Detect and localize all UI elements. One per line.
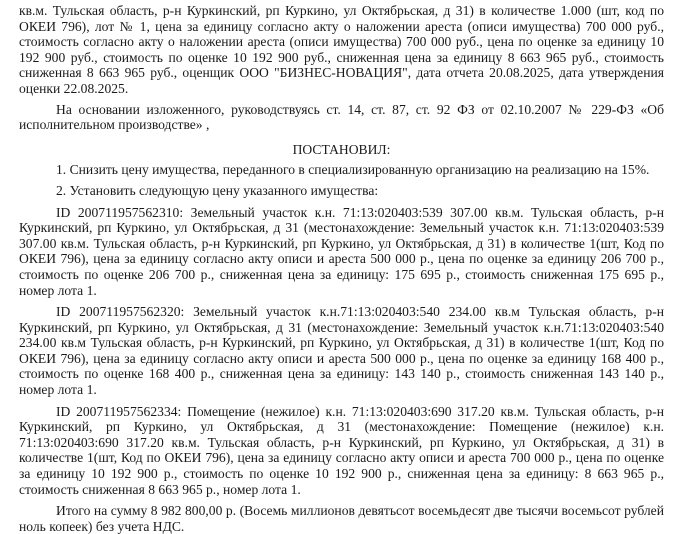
resolution-item-2: 2. Установить следующую цену указанного имущества: [56, 182, 379, 198]
resolution-item-1: 1. Снизить цену имущества, переданного в специализированную организацию на реализацию на 15%. [56, 162, 650, 178]
property-item-1: ID 200711957562310: Земельный участок к.н. 71:13:020403:539 307.00 кв.м. Тульская область, р-н Куркинский, рп Куркино, ул Октябрьская, д 31 (местонахождение: Земельный участок к.н. 71:13:020403:539 307.00 кв.м. Тульская область, р-н Куркинский, рп Куркино, ул Октябрьская, д 31) в количестве 1(шт, Код по ОКЕИ 796), цена за единицу согласно акту описи и ареста 500 000 р., цена по оценке за единицу 206 700 р., стоимость по оценке 206 700 р., сниженная цена за единицу: 175 695 р., стоимость сниженная 175 695 р., номер лота 1. [19, 204, 664, 298]
total-paragraph: Итого на сумму 8 982 800,00 р. (Восемь миллионов девятьсот восемьдесят две тысячи восемьсот рублей ноль копеек) без учета НДС. [19, 503, 664, 534]
intro-paragraph: кв.м. Тульская область, р-н Куркинский, рп Куркино, ул Октябрьская, д 31) в количестве 1.000 (шт, код по ОКЕИ 796), лот № 1, цена за единицу согласно акту о наложении ареста (описи имущества) 700 000 руб., стоимость согласно акту о наложении ареста (описи имущества) 700 000 руб., цена по оценке за единицу 10 192 900 руб., стоимость по оценке 10 192 900 руб., сниженная цена за единицу 8 663 965 руб., стоимость сниженная 8 663 965 руб., оценщик ООО "БИЗНЕС-НОВАЦИЯ", дата отчета 20.08.2025, дата утверждения оценки 22.08.2025. [19, 3, 664, 96]
property-item-2: ID 200711957562320: Земельный участок к.н.71:13:020403:540 234.00 кв.м Тульская область, р-н Куркинский, рп Куркино, ул Октябрьская, д 31 (местонахождение: Земельный участок к.н.71:13:020403:540 234.00 кв.м Тульская область, р-н Куркинский, рп Куркино, ул Октябрьская, д 31) в количестве 1(шт, Код по ОКЕИ 796), цена за единицу согласно акту описи и ареста 500 000 р., цена по оценке за единицу 168 400 р., стоимость по оценке 168 400 р., сниженная цена за единицу: 143 140 р., стоимость сниженная 143 140 р., номер лота 1. [19, 304, 664, 398]
document-page [19, 3, 664, 534]
basis-paragraph: На основании изложенного, руководствуясь ст. 14, ст. 87, ст. 92 ФЗ от 02.10.2007 № 229-ФЗ «Об исполнительном производстве» , [19, 101, 664, 133]
property-item-3: ID 200711957562334: Помещение (нежилое) к.н. 71:13:020403:690 317.20 кв.м. Тульская область, р-н Куркинский, рп Куркино, ул Октябрьская, д 31 (местонахождение: Помещение (нежилое) к.н. 71:13:020403:690 317.20 кв.м. Тульская область, р-н Куркинский, рп Куркино, ул Октябрьская, д 31) в количестве 1(шт, Код по ОКЕИ 796), цена за единицу согласно акту описи и ареста 700 000 р., цена по оценке за единицу 10 192 900 р., стоимость по оценке 10 192 900 р., сниженная цена за единицу: 8 663 965 р., стоимость сниженная 8 663 965 р., номер лота 1. [19, 403, 664, 497]
resolution-heading: ПОСТАНОВИЛ: [292, 141, 391, 157]
